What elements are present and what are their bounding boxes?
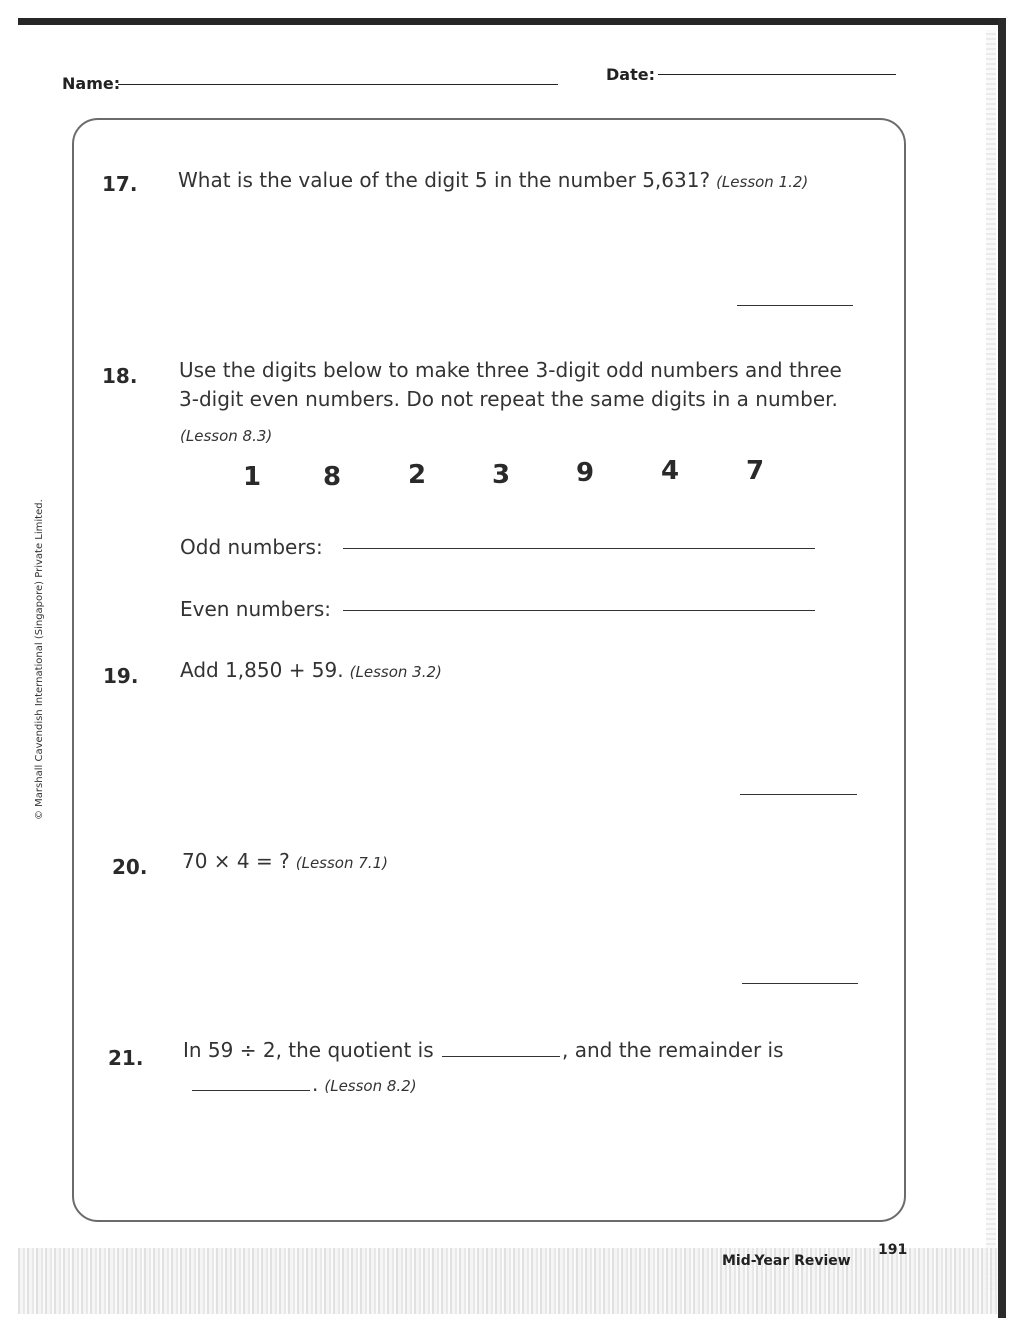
digit-card: 7 — [746, 456, 765, 486]
even-numbers-answer-line[interactable] — [343, 610, 815, 611]
question-18-line2: 3-digit even numbers. Do not repeat the same digits in a number. — [179, 387, 838, 411]
name-field[interactable] — [118, 84, 558, 85]
question-20-text — [182, 849, 388, 873]
question-21-lesson: (Lesson 8.2) — [324, 1077, 417, 1095]
footer-title: Mid-Year Review — [722, 1253, 851, 1269]
question-17-answer-line[interactable] — [737, 305, 853, 306]
question-21-line2 — [190, 1072, 417, 1096]
question-19-lesson: (Lesson 3.2) — [349, 663, 442, 681]
question-19-number: 19. — [103, 664, 139, 688]
question-18-number: 18. — [102, 364, 138, 388]
digit-card: 4 — [661, 456, 680, 486]
page-top-edge — [18, 18, 1006, 25]
digit-card: 3 — [492, 460, 511, 490]
question-21-prompt-a: In 59 ÷ 2, the quotient is — [183, 1038, 434, 1062]
quotient-answer-blank[interactable] — [442, 1056, 560, 1057]
question-17-lesson: (Lesson 1.2) — [716, 173, 809, 191]
question-21-line1 — [183, 1038, 784, 1062]
odd-numbers-label: Odd numbers: — [180, 535, 323, 559]
question-18-lesson: (Lesson 8.3) — [180, 427, 273, 445]
question-17-number: 17. — [102, 172, 138, 196]
digit-card: 1 — [243, 462, 262, 492]
digit-card: 9 — [576, 458, 595, 488]
question-17-text — [178, 168, 808, 192]
question-20-lesson: (Lesson 7.1) — [295, 854, 388, 872]
copyright-note: © Marshall Cavendish International (Singapore) Private Limited. — [34, 499, 45, 820]
remainder-answer-blank[interactable] — [192, 1090, 310, 1091]
digit-card: 2 — [408, 460, 427, 490]
question-18-line1: Use the digits below to make three 3-digit odd numbers and three — [179, 358, 842, 382]
question-19-text — [180, 658, 442, 682]
question-21-prompt-b: , and the remainder is — [562, 1038, 784, 1062]
question-20-prompt: 70 × 4 = ? — [182, 849, 290, 873]
question-21-prompt-c: . — [312, 1072, 319, 1096]
date-label: Date: — [606, 65, 655, 84]
date-field[interactable] — [658, 74, 896, 75]
scan-bottom-strip — [18, 1248, 998, 1314]
name-label: Name: — [62, 74, 121, 93]
question-21-number: 21. — [108, 1046, 144, 1070]
question-20-answer-line[interactable] — [742, 983, 858, 984]
page-number: 191 — [878, 1242, 908, 1258]
question-17-prompt: What is the value of the digit 5 in the number 5,631? — [178, 168, 711, 192]
question-19-prompt: Add 1,850 + 59. — [180, 658, 344, 682]
digit-card: 8 — [323, 462, 342, 492]
odd-numbers-answer-line[interactable] — [343, 548, 815, 549]
page-right-edge — [998, 18, 1006, 1318]
even-numbers-label: Even numbers: — [180, 597, 332, 621]
question-19-answer-line[interactable] — [740, 794, 857, 795]
question-20-number: 20. — [112, 855, 148, 879]
scan-shadow-right — [986, 30, 996, 1290]
